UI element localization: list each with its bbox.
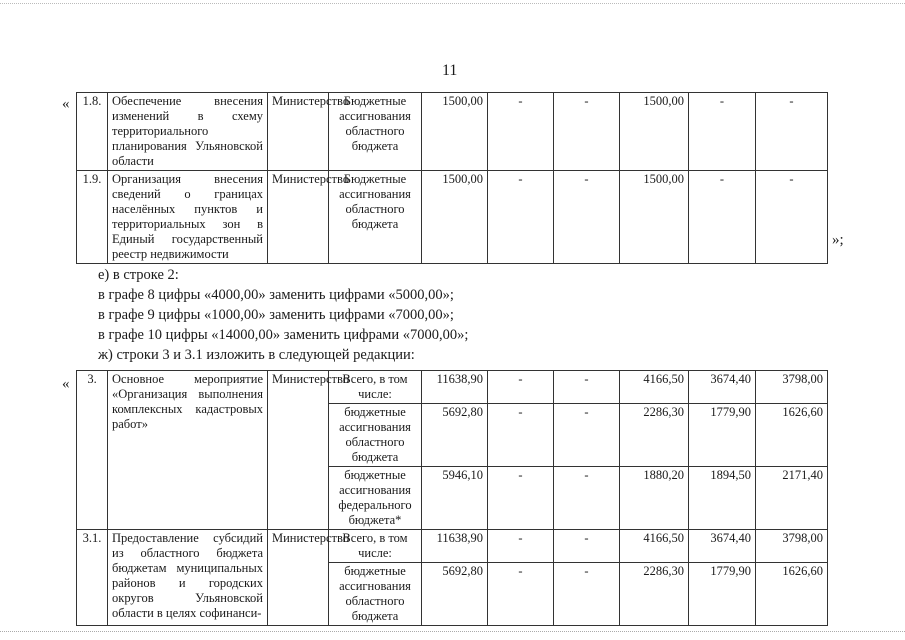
row-source: Бюджетные ассигнования областного бюджета bbox=[329, 171, 422, 264]
value-cell: 1500,00 bbox=[620, 93, 689, 171]
table-rows-1-8-1-9 bbox=[76, 92, 828, 264]
value-cell: - bbox=[488, 404, 554, 467]
value-cell: 1500,00 bbox=[422, 171, 488, 264]
table-row bbox=[77, 171, 828, 264]
value-cell: 3674,40 bbox=[689, 371, 756, 404]
value-cell: 1779,90 bbox=[689, 404, 756, 467]
row-executor: Министерство bbox=[268, 93, 329, 171]
scan-bottom-edge bbox=[0, 631, 905, 634]
value-cell: - bbox=[756, 93, 828, 171]
row-number: 1.8. bbox=[77, 93, 108, 171]
scan-top-edge bbox=[0, 0, 905, 4]
row-source: Всего, в том числе: bbox=[329, 371, 422, 404]
value-cell: 1880,20 bbox=[620, 467, 689, 530]
table-row bbox=[77, 93, 828, 171]
value-cell: - bbox=[554, 530, 620, 563]
row-executor: Министерство bbox=[268, 371, 329, 530]
row-name: Обеспечение внесения изменений в схему территориального планирования Ульяновской области bbox=[108, 93, 268, 171]
opening-quote: « bbox=[62, 376, 70, 392]
row-source: Бюджетные ассигнования областного бюджета bbox=[329, 93, 422, 171]
value-cell: - bbox=[488, 371, 554, 404]
paragraph-line: ж) строки 3 и 3.1 изложить в следующей редакции: bbox=[98, 347, 415, 363]
row-source: Всего, в том числе: bbox=[329, 530, 422, 563]
table-rows-3-3-1 bbox=[76, 370, 828, 626]
row-source: бюджетные ассигнования областного бюджета bbox=[329, 563, 422, 626]
value-cell: - bbox=[488, 530, 554, 563]
value-cell: 1626,60 bbox=[756, 404, 828, 467]
value-cell: - bbox=[554, 563, 620, 626]
row-name: Основное мероприятие «Организация выполнения комплексных кадастровых работ» bbox=[108, 371, 268, 530]
closing-quote: »; bbox=[832, 232, 844, 248]
paragraph-line: в графе 8 цифры «4000,00» заменить цифрами «5000,00»; bbox=[98, 287, 454, 303]
value-cell: 4166,50 bbox=[620, 530, 689, 563]
value-cell: 4166,50 bbox=[620, 371, 689, 404]
value-cell: - bbox=[488, 563, 554, 626]
row-name: Предоставление субсидий из областного бюджета бюджетам муниципальных районов и городских округов Ульяновской области в целях софинанси- bbox=[108, 530, 268, 626]
paragraph-line: е) в строке 2: bbox=[98, 267, 179, 283]
value-cell: - bbox=[554, 371, 620, 404]
value-cell: 11638,90 bbox=[422, 530, 488, 563]
value-cell: 11638,90 bbox=[422, 371, 488, 404]
row-executor: Министерство bbox=[268, 530, 329, 626]
value-cell: 2286,30 bbox=[620, 563, 689, 626]
value-cell: - bbox=[488, 93, 554, 171]
value-cell: 3674,40 bbox=[689, 530, 756, 563]
paragraph-line: в графе 10 цифры «14000,00» заменить цифрами «7000,00»; bbox=[98, 327, 469, 343]
value-cell: 1500,00 bbox=[620, 171, 689, 264]
value-cell: 5946,10 bbox=[422, 467, 488, 530]
value-cell: - bbox=[488, 467, 554, 530]
row-name: Организация внесения сведений о границах населённых пунктов и территориальных зон в Единый государственный реестр недвижимости bbox=[108, 171, 268, 264]
value-cell: 1500,00 bbox=[422, 93, 488, 171]
value-cell: 2286,30 bbox=[620, 404, 689, 467]
paragraph-line: в графе 9 цифры «1000,00» заменить цифрами «7000,00»; bbox=[98, 307, 454, 323]
value-cell: - bbox=[488, 171, 554, 264]
value-cell: - bbox=[554, 171, 620, 264]
row-number: 3.1. bbox=[77, 530, 108, 626]
amendment-text bbox=[98, 265, 468, 365]
value-cell: 5692,80 bbox=[422, 563, 488, 626]
value-cell: - bbox=[554, 404, 620, 467]
value-cell: 1779,90 bbox=[689, 563, 756, 626]
table-row bbox=[77, 371, 828, 404]
row-executor: Министерство bbox=[268, 171, 329, 264]
row-source: бюджетные ассигнования областного бюджета bbox=[329, 404, 422, 467]
value-cell: - bbox=[554, 93, 620, 171]
value-cell: 5692,80 bbox=[422, 404, 488, 467]
row-source: бюджетные ассигнования федерального бюджета* bbox=[329, 467, 422, 530]
value-cell: 2171,40 bbox=[756, 467, 828, 530]
row-number: 3. bbox=[77, 371, 108, 530]
value-cell: - bbox=[689, 93, 756, 171]
value-cell: - bbox=[756, 171, 828, 264]
row-number: 1.9. bbox=[77, 171, 108, 264]
value-cell: - bbox=[554, 467, 620, 530]
value-cell: 1894,50 bbox=[689, 467, 756, 530]
value-cell: 3798,00 bbox=[756, 530, 828, 563]
value-cell: 3798,00 bbox=[756, 371, 828, 404]
table-row bbox=[77, 530, 828, 563]
value-cell: 1626,60 bbox=[756, 563, 828, 626]
page-number: 11 bbox=[442, 62, 458, 79]
value-cell: - bbox=[689, 171, 756, 264]
opening-quote: « bbox=[62, 96, 70, 112]
